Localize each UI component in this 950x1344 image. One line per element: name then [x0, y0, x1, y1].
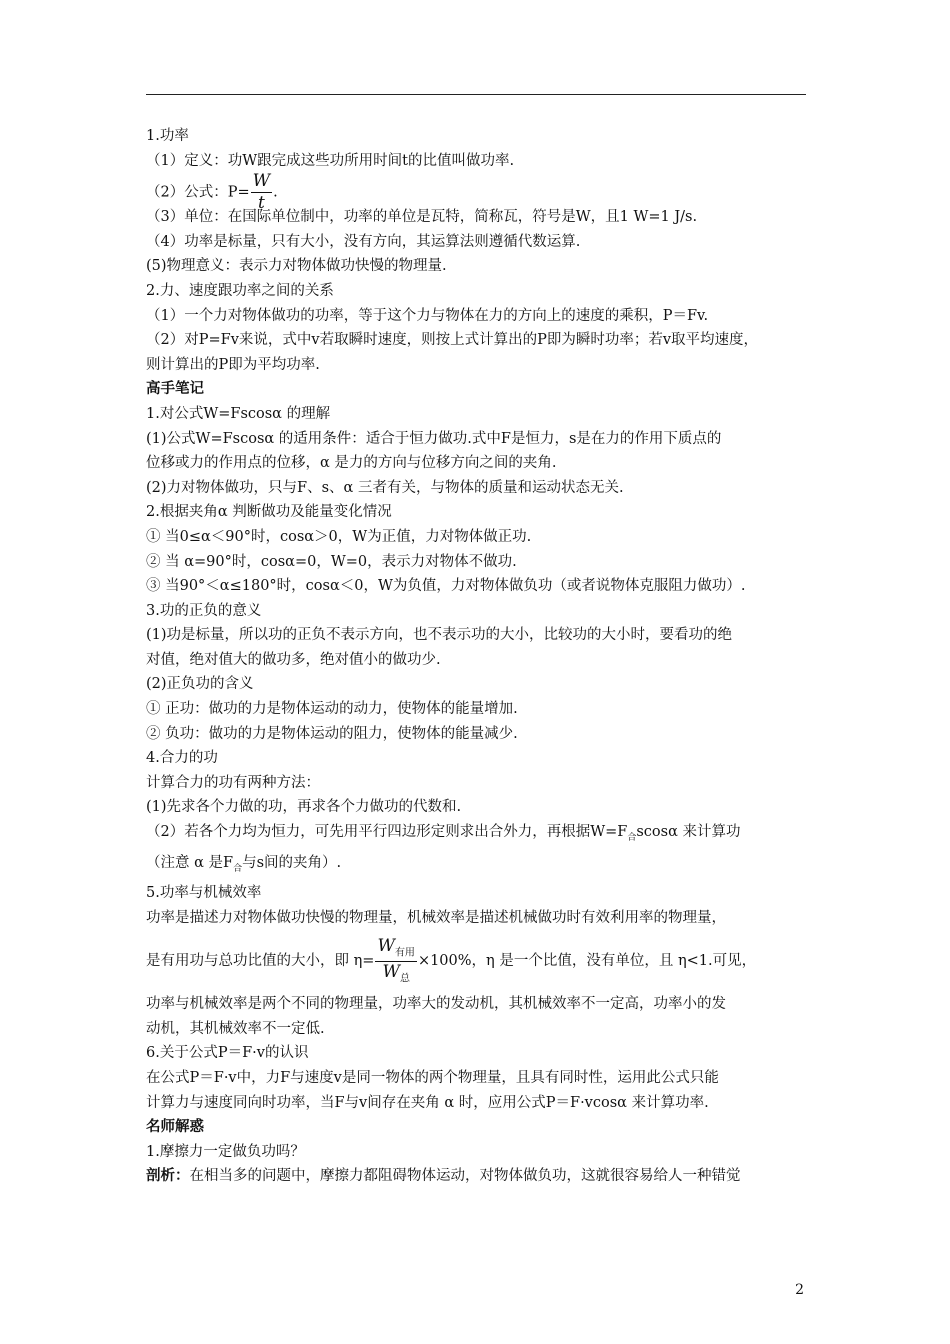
- text-line: 功率与机械效率是两个不同的物理量，功率大的发动机，其机械效率不一定高，功率小的发: [146, 996, 726, 1013]
- text-span: （2）若各个力均为恒力，可先用平行四边形定则求出合外力，再根据W=F: [146, 824, 628, 841]
- fraction-numerator: W: [252, 171, 271, 192]
- text-line: ② 负功：做功的力是物体运动的阻力，使物体的能量减少.: [146, 725, 518, 742]
- text-line: ① 正功：做功的力是物体运动的动力，使物体的能量增加.: [146, 701, 518, 718]
- text-line: （3）单位：在国际单位制中，功率的单位是瓦特，简称瓦，符号是W，且1 W=1 J/s.: [146, 209, 698, 226]
- text-line: 3.功的正负的意义: [146, 602, 262, 619]
- text-line: [146, 851, 814, 881]
- text-line: 1.对公式W=Fscosα 的理解: [146, 405, 331, 422]
- subscript: 有用: [394, 947, 415, 959]
- text-span: .: [273, 184, 278, 201]
- text-span: ×100%，η 是一个比值，没有单位，且 η<1.可见，: [417, 953, 757, 970]
- text-line: [146, 1164, 814, 1189]
- text-line: 对值，绝对值大的做功多，绝对值小的做功少.: [146, 651, 441, 668]
- numerator-symbol: W: [377, 936, 395, 957]
- text-span: （2）公式：P=: [146, 184, 250, 201]
- text-line: ② 当 α=90°时，cosα=0，W=0，表示力对物体不做功.: [146, 553, 517, 570]
- text-span: scosα 来计算功: [636, 824, 741, 841]
- text-line: （4）功率是标量，只有大小，没有方向，其运算法则遵循代数运算.: [146, 233, 581, 250]
- text-line: (1)先求各个力做的功，再求各个力做功的代数和.: [146, 799, 462, 816]
- text-line: （2）对P=Fv来说，式中v若取瞬时速度，则按上式计算出的P即为瞬时功率；若v取平均速度，: [146, 332, 759, 349]
- text-line: (1)功是标量，所以功的正负不表示方向，也不表示功的大小，比较功的大小时，要看功的绝: [146, 627, 733, 644]
- fraction-numerator: [375, 938, 416, 961]
- formula-power-line: [146, 171, 814, 214]
- text-line: 位移或力的作用点的位移，α 是力的方向与位移方向之间的夹角.: [146, 455, 557, 472]
- text-line: 2.根据夹角α 判断做功及能量变化情况: [146, 504, 392, 521]
- text-line: 动机，其机械效率不一定低.: [146, 1020, 325, 1037]
- text-line: 在公式P＝F·v中，力F与速度v是同一物体的两个物理量，且具有同时性，运用此公式只能: [146, 1069, 719, 1086]
- text-line: (1)公式W=Fscosα 的适用条件：适合于恒力做功.式中F是恒力，s是在力的作用下质点的: [146, 430, 722, 447]
- bold-heading-expert-notes: 高手笔记: [146, 380, 204, 398]
- text-line: ③ 当90°＜α≤180°时，cosα＜0，W为负值，力对物体做负功（或者说物体克服阻力做功）.: [146, 578, 746, 595]
- text-line: 5.功率与机械效率: [146, 885, 262, 901]
- text-line: (2)正负功的含义: [146, 676, 254, 693]
- analysis-label: 剖析：: [146, 1167, 190, 1185]
- text-span: 与s间的夹角）.: [242, 854, 342, 871]
- section-heading-power: 1.功率: [146, 128, 189, 144]
- text-line: 功率是描述力对物体做功快慢的物理量，机械效率是描述机械做功时有效利用率的物理量，: [146, 909, 726, 926]
- bold-heading-teacher-explanation: 名师解惑: [146, 1118, 204, 1136]
- fraction-denominator: t: [257, 193, 265, 214]
- section-heading: 2.力、速度跟功率之间的关系: [146, 282, 334, 299]
- page-number: 2: [795, 1282, 804, 1298]
- text-line: 1.摩擦力一定做负功吗？: [146, 1143, 305, 1160]
- subscript: 总: [399, 973, 410, 985]
- text-span: 是有用功与总功比值的大小，即 η=: [146, 953, 375, 970]
- text-line: 则计算出的P即为平均功率.: [146, 356, 320, 373]
- text-line: (5)物理意义：表示力对物体做功快慢的物理量.: [146, 258, 447, 275]
- denominator-symbol: W: [382, 961, 400, 982]
- fraction-efficiency: [375, 938, 416, 984]
- text-line: 计算力与速度同向时功率，当F与v间存在夹角 α 时，应用公式P＝F·vcosα 来计算功率.: [146, 1094, 709, 1111]
- document-body: [146, 124, 814, 1189]
- subscript: 合: [627, 832, 637, 843]
- text-line: 6.关于公式P＝F·v的认识: [146, 1045, 309, 1062]
- text-line: 4.合力的功: [146, 750, 218, 767]
- text-span: 在相当多的问题中，摩擦力都阻碍物体运动，对物体做负功，这就很容易给人一种错觉: [189, 1168, 741, 1185]
- text-line: 计算合力的功有两种方法：: [146, 774, 320, 791]
- text-span: （注意 α 是F: [146, 854, 234, 871]
- text-line: ① 当0≤α＜90°时，cosα＞0，W为正值，力对物体做正功.: [146, 528, 532, 545]
- text-line: (2)力对物体做功，只与F、s、α 三者有关，与物体的质量和运动状态无关.: [146, 479, 624, 496]
- text-line: （1）一个力对物体做功的功率，等于这个力与物体在力的方向上的速度的乘积，P＝Fv.: [146, 307, 709, 324]
- text-line: [146, 820, 814, 850]
- formula-efficiency-line: [146, 930, 814, 992]
- header-rule: [146, 94, 806, 95]
- fraction-denominator: [375, 962, 416, 984]
- text-line: （1）定义：功W跟完成这些功所用时间t的比值叫做功率.: [146, 152, 515, 169]
- subscript: 合: [233, 863, 243, 874]
